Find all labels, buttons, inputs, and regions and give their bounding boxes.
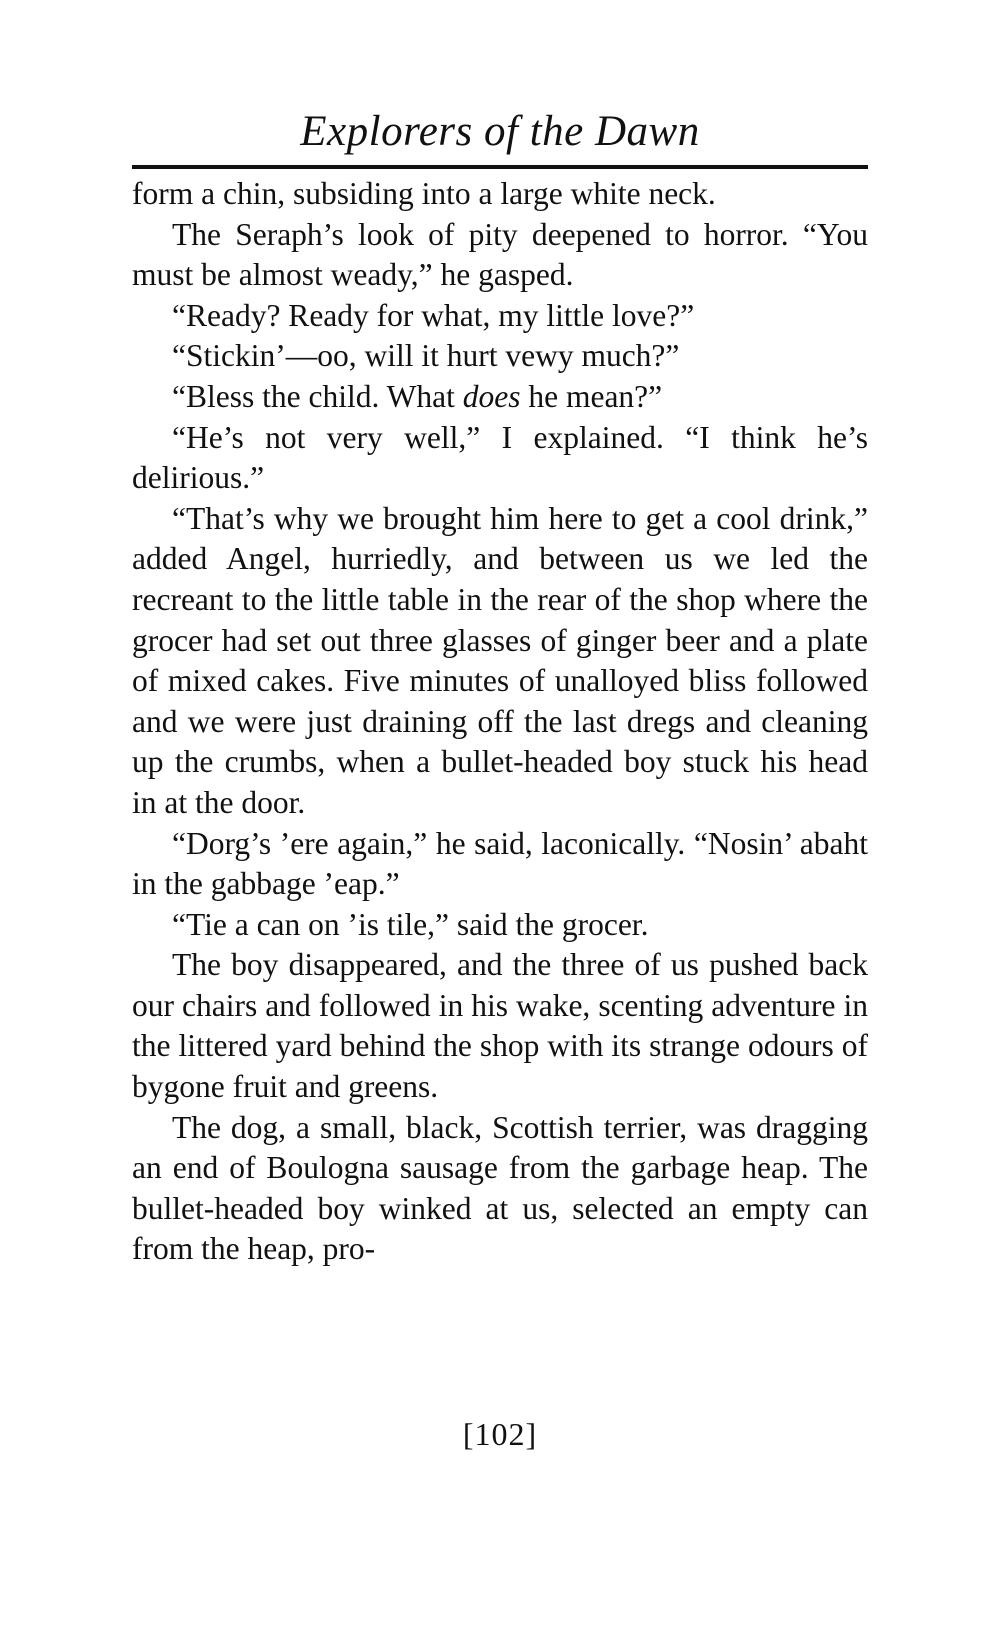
paragraph-10: The boy disappeared, and the three of us pushed back our chairs and followed in his wake, scenting adventure in the littered yard behind the shop with its strange odours of bygone fruit and greens. — [132, 947, 868, 1105]
paragraph-6: “He’s not very well,” I explained. “I think he’s delirious.” — [132, 419, 868, 496]
paragraph-9: “Tie a can on ’is tile,” said the grocer. — [172, 906, 649, 942]
paragraph-8: “Dorg’s ’ere again,” he said, laconically. “Nosin’ abaht in the gabbage ’eap.” — [132, 825, 868, 902]
paragraph-5 — [132, 377, 868, 418]
header-rule — [132, 165, 868, 169]
paragraph-2: The Seraph’s look of pity deepened to horror. “You must be almost weady,” he gasped. — [132, 216, 868, 293]
paragraph-7: “That’s why we brought him here to get a cool drink,” added Angel, hurriedly, and between us we led the recreant to the little table in the rear of the shop where the grocer had set out three glasses of ginger beer and a plate of mixed cakes. Five minutes of unalloyed bliss followed and we were just draining off the last dregs and cleaning up the crumbs, when a bullet-headed boy stuck his head in at the door. — [132, 500, 868, 820]
emphasis-does: does — [462, 378, 521, 414]
paragraph-3: “Ready? Ready for what, my little love?” — [172, 297, 695, 333]
paragraph-5-after: he mean?” — [520, 378, 663, 414]
paragraph-4: “Stickin’—oo, will it hurt vewy much?” — [172, 338, 680, 374]
book-page — [132, 0, 868, 1644]
paragraph-5-before: “Bless the child. What — [172, 378, 463, 414]
page-number: [102] — [462, 1416, 538, 1452]
body-text — [132, 174, 868, 1270]
paragraph-1: form a chin, subsiding into a large white neck. — [132, 176, 716, 211]
paragraph-11: The dog, a small, black, Scottish terrier, was dragging an end of Boulogna sausage from the garbage heap. The bullet-headed boy winked at us, selected an empty can from the heap, pro- — [132, 1109, 868, 1267]
running-head: Explorers of the Dawn — [300, 108, 700, 155]
